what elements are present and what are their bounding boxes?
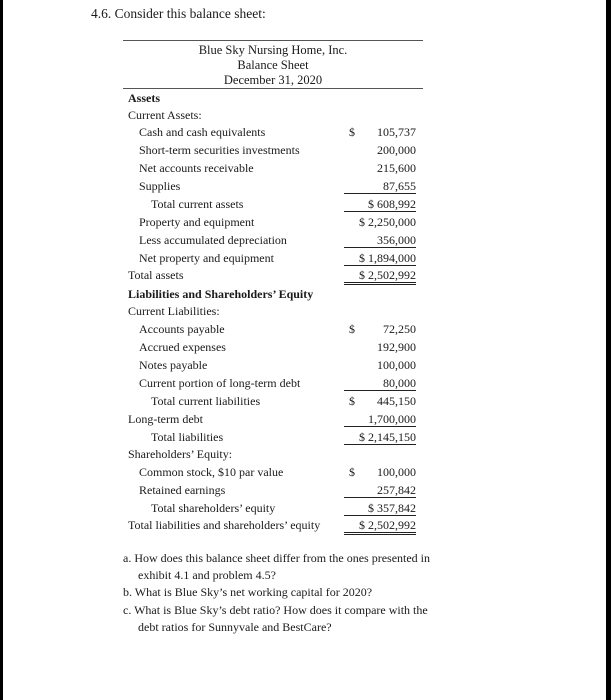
- problem-heading: 4.6. Consider this balance sheet:: [91, 6, 266, 21]
- row-property-equipment: Property and equipment $ 2,250,000: [139, 215, 416, 229]
- row-supplies: Supplies 87,655: [139, 179, 416, 193]
- current-liabilities-label: Current Liabilities:: [128, 304, 220, 318]
- row-accumulated-depreciation: Less accumulated depreciation 356,000: [139, 233, 416, 247]
- question-b: b. What is Blue Sky’s net working capital for 2020?: [123, 585, 373, 599]
- question-a-line1: a. How does this balance sheet differ from the ones presented in: [123, 551, 431, 565]
- row-total-current-liabilities: Total current liabilities $ 445,150: [151, 394, 416, 408]
- row-long-term-debt: Long-term debt 1,700,000: [128, 412, 416, 426]
- row-accounts-payable: Accounts payable $ 72,250: [139, 322, 416, 336]
- row-retained-earnings: Retained earnings 257,842: [139, 483, 416, 497]
- question-c-line1: c. What is Blue Sky’s debt ratio? How does it compare with the: [123, 603, 428, 617]
- row-short-term-securities: Short-term securities investments 200,000: [139, 143, 416, 157]
- row-total-current-assets: Total current assets $ 608,992: [151, 197, 416, 211]
- question-c-line2: debt ratios for Sunnyvale and BestCare?: [138, 620, 332, 634]
- row-total-assets: Total assets $ 2,502,992: [123, 268, 423, 285]
- assets-section-title: Assets: [128, 91, 160, 105]
- row-accrued-expenses: Accrued expenses 192,900: [139, 340, 416, 354]
- row-total-liabilities-equity: Total liabilities and shareholders’ equity $ 2,502,992: [123, 518, 423, 535]
- header-rule-bottom: [123, 88, 423, 89]
- row-net-property: Net property and equipment $ 1,894,000: [139, 251, 416, 265]
- current-assets-label: Current Assets:: [128, 108, 202, 122]
- row-total-liabilities: Total liabilities $ 2,145,150: [151, 430, 416, 444]
- row-cash: Cash and cash equivalents $ 105,737: [139, 125, 416, 139]
- statement-date: December 31, 2020: [223, 73, 323, 87]
- row-notes-payable: Notes payable 100,000: [139, 358, 416, 372]
- liabilities-section-title: Liabilities and Shareholders’ Equity: [128, 287, 314, 301]
- row-total-equity: Total shareholders’ equity $ 357,842: [151, 501, 416, 515]
- company-name: Blue Sky Nursing Home, Inc.: [198, 43, 348, 57]
- equity-label: Shareholders’ Equity:: [128, 447, 233, 461]
- row-common-stock: Common stock, $10 par value $ 100,000: [139, 465, 416, 479]
- row-net-receivables: Net accounts receivable 215,600: [139, 161, 416, 175]
- header-rule-top: [123, 40, 423, 41]
- question-a-line2: exhibit 4.1 and problem 4.5?: [138, 568, 276, 582]
- row-current-ltd: Current portion of long-term debt 80,000: [139, 376, 416, 390]
- statement-name: Balance Sheet: [237, 58, 309, 72]
- document-page: [3, 0, 606, 700]
